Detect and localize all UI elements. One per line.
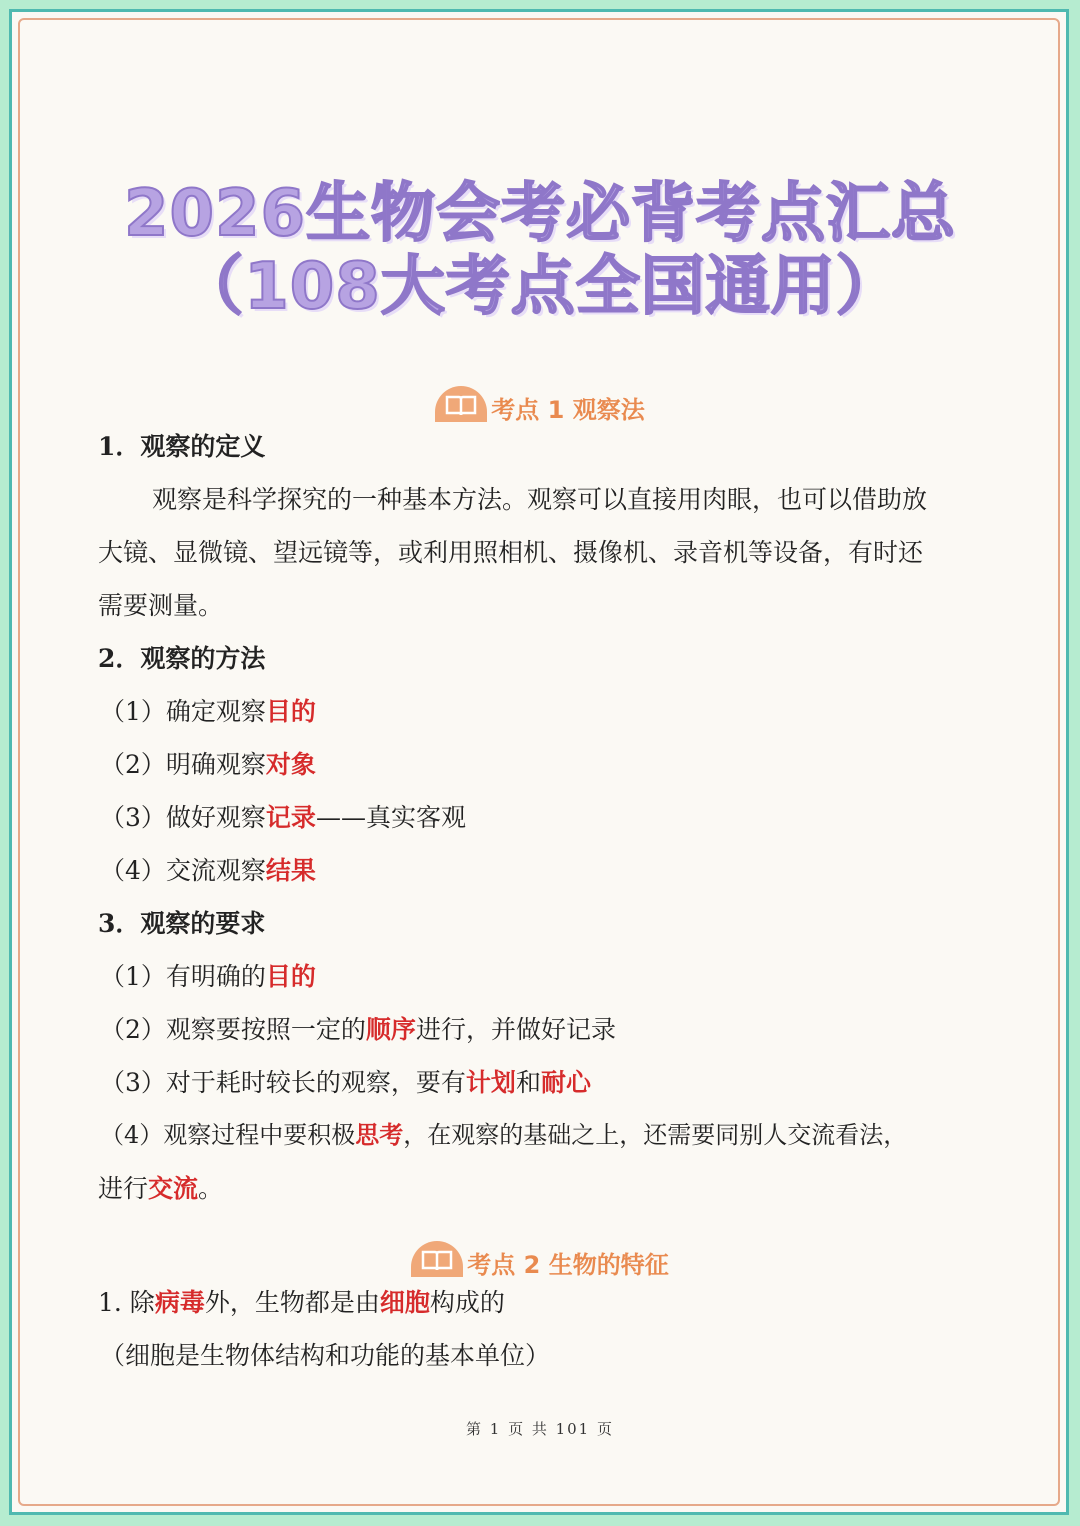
page-footer: 第 1 页 共 101 页 (465, 1420, 614, 1438)
subheading-requirements: 3．观察的要求 (98, 909, 266, 938)
list-item-continued: 进行交流。 (98, 1174, 224, 1203)
list-item: （1）确定观察目的 (100, 697, 316, 726)
page-title-line2: （108大考点全国通用） (179, 250, 901, 324)
book-icon (435, 386, 487, 422)
section-heading-2-text: 考点 2 生物的特征 (467, 1251, 669, 1279)
book-icon (411, 1241, 463, 1277)
list-item: 1. 除病毒外，生物都是由细胞构成的 (98, 1288, 505, 1317)
subheading-definition: 1．观察的定义 (98, 432, 266, 461)
list-item: （2）明确观察对象 (100, 750, 316, 779)
list-item: （3）对于耗时较长的观察，要有计划和耐心 (100, 1068, 591, 1097)
list-item: （1）有明确的目的 (100, 962, 316, 991)
list-item: （4）交流观察结果 (100, 856, 316, 885)
paragraph-line: 需要测量。 (98, 591, 224, 620)
subheading-method: 2．观察的方法 (98, 644, 266, 673)
list-item: （3）做好观察记录——真实客观 (100, 803, 466, 832)
list-item: （4）观察过程中要积极思考，在观察的基础之上，还需要同别人交流看法， (100, 1121, 908, 1149)
section-heading-1 (0, 386, 1080, 425)
page-title-line1: 2026生物会考必背考点汇总 (123, 177, 957, 251)
section-heading-2 (0, 1241, 1080, 1280)
list-item: （2）观察要按照一定的顺序进行，并做好记录 (100, 1015, 616, 1044)
paragraph-line: 大镜、显微镜、望远镜等，或利用照相机、摄像机、录音机等设备，有时还 (98, 538, 924, 567)
paragraph-line: 观察是科学探究的一种基本方法。观察可以直接用肉眼，也可以借助放 (152, 485, 928, 514)
section-heading-1-text: 考点 1 观察法 (491, 396, 645, 424)
note-line: （细胞是生物体结构和功能的基本单位） (100, 1341, 551, 1370)
